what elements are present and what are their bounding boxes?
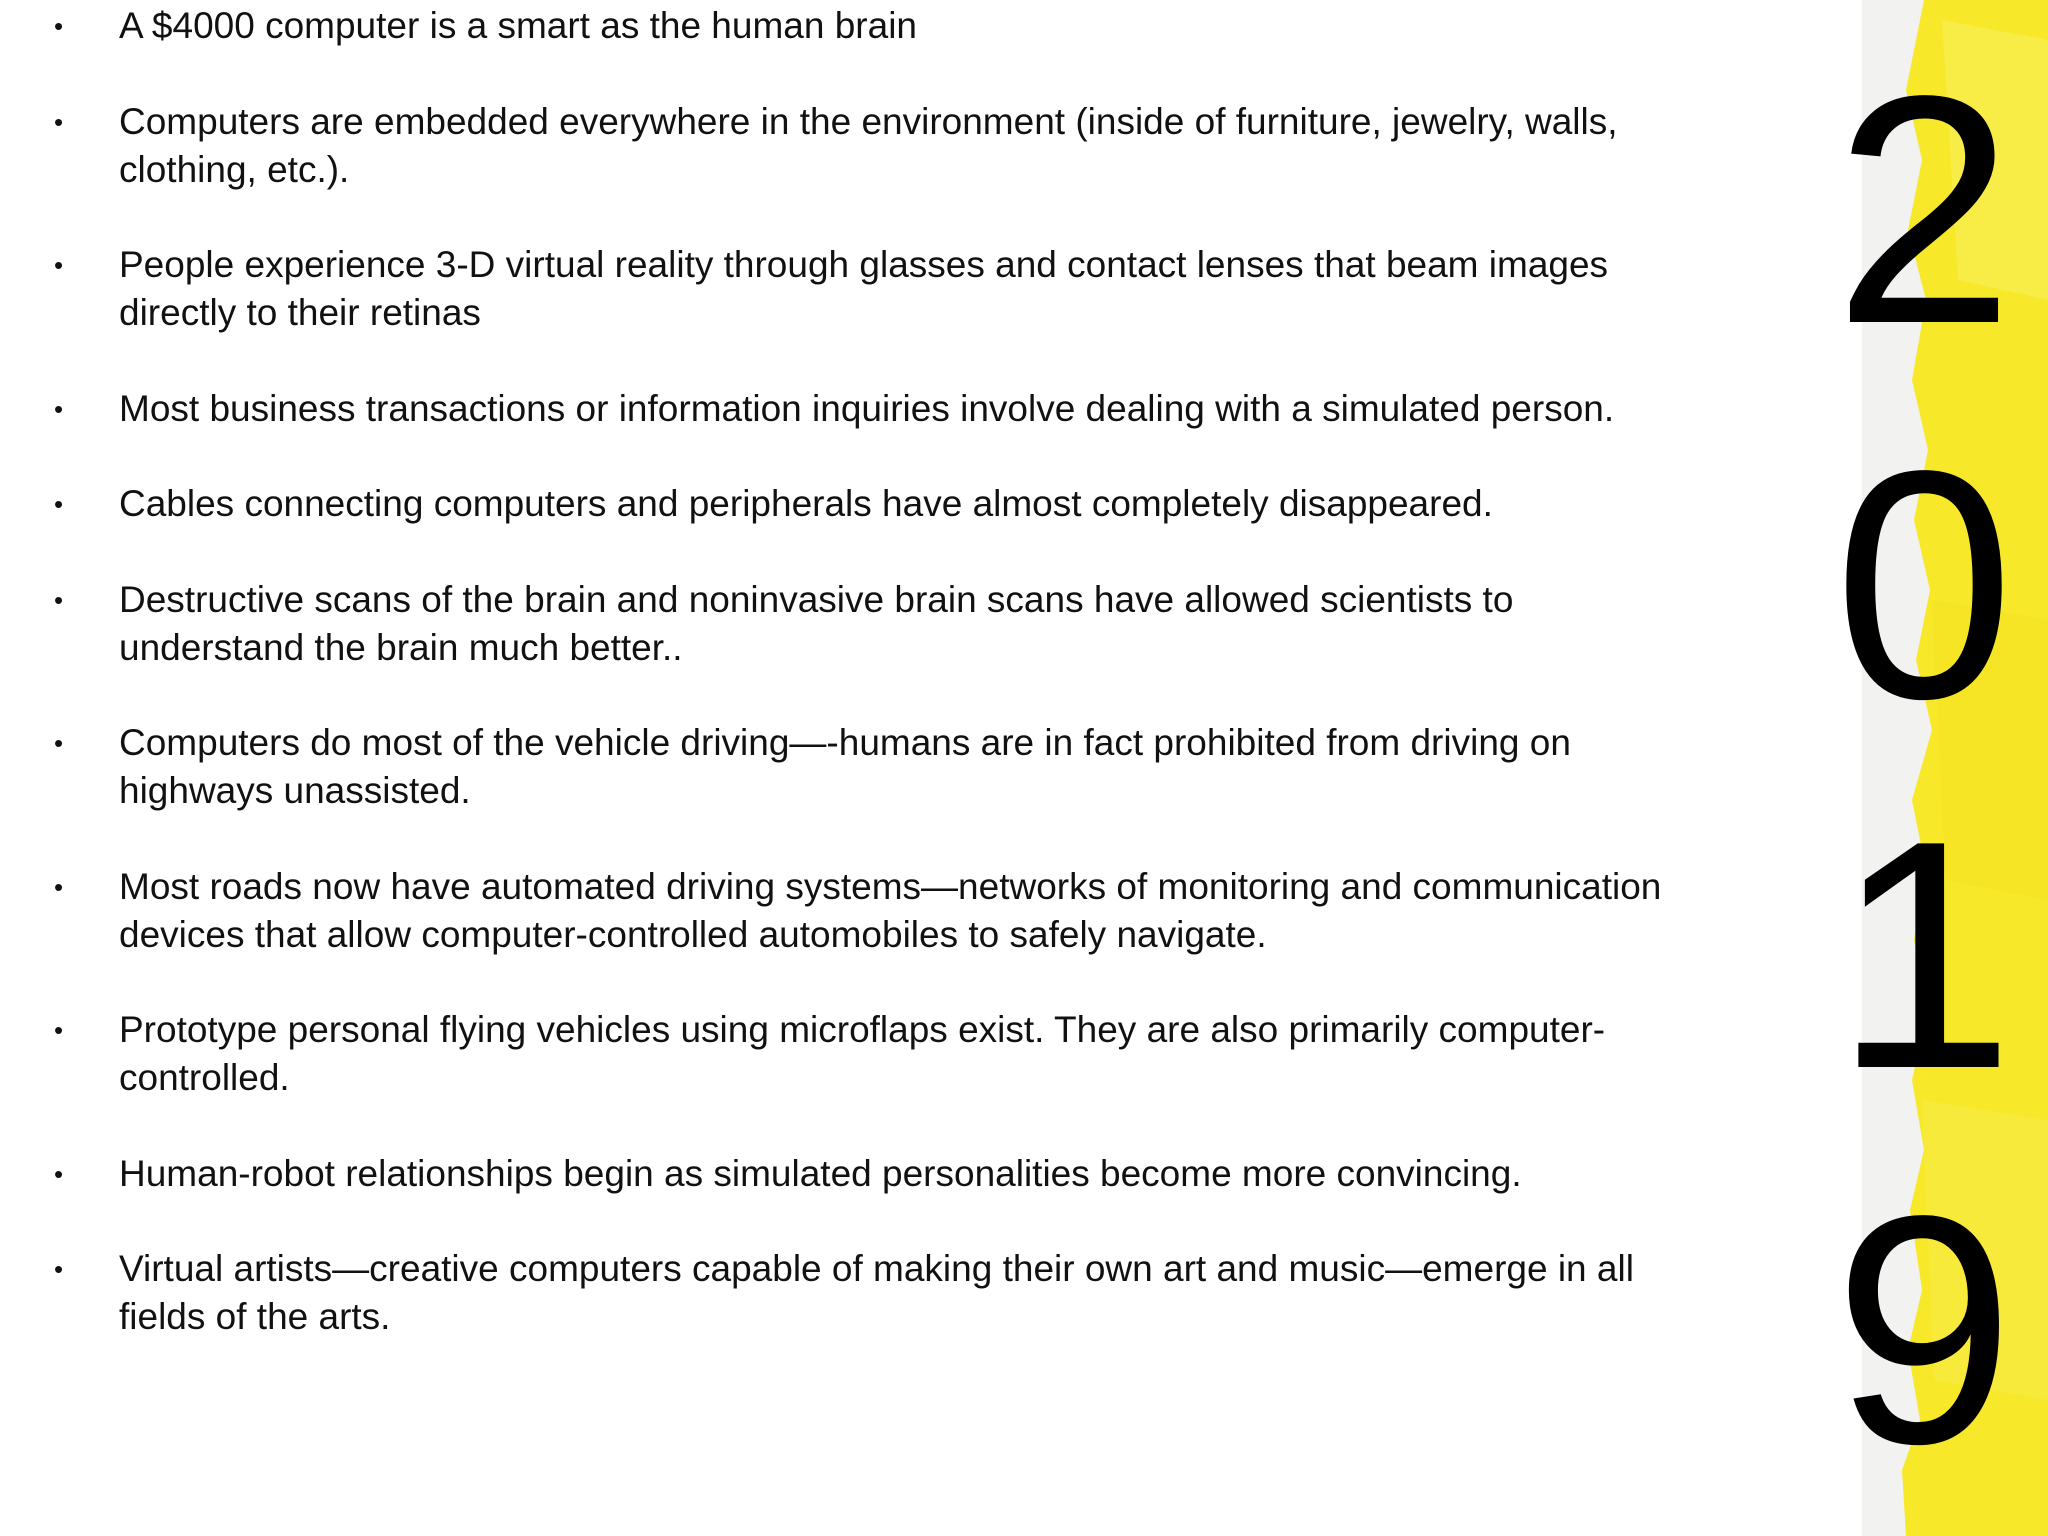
bullet-marker: • — [54, 1159, 64, 1189]
list-item-text: A $4000 computer is a smart as the human brain — [119, 5, 917, 46]
list-item-text: Virtual artists—creative computers capable of making their own art and music—emerge in all fields of the arts. — [119, 1248, 1634, 1337]
year-digit-9: 9 — [1833, 1148, 2015, 1511]
bullet-marker: • — [54, 394, 64, 424]
list-item-text: Most roads now have automated driving systems—networks of monitoring and communication devices that allow computer-controlled automobiles to safely navigate. — [119, 866, 1662, 955]
list-item-text: Destructive scans of the brain and noninvasive brain scans have allowed scientists to understand the brain much better.. — [119, 579, 1514, 668]
bullet-marker: • — [54, 489, 64, 519]
list-item-text: Prototype personal flying vehicles using microflaps exist. They are also primarily computer- controlled. — [119, 1009, 1606, 1098]
year-digit-0: 0 — [1833, 403, 2015, 766]
bullet-marker: • — [54, 250, 64, 280]
bullet-marker: • — [54, 872, 64, 902]
bullet-marker: • — [54, 107, 64, 137]
year-digit-1: 1 — [1833, 773, 2015, 1136]
bullet-marker: • — [54, 585, 64, 615]
bullet-marker: • — [54, 1015, 64, 1045]
list-item-text: Most business transactions or information inquiries involve dealing with a simulated person. — [119, 388, 1615, 429]
list-item-text: Cables connecting computers and peripherals have almost completely disappeared. — [119, 483, 1493, 524]
list-item-text: Computers are embedded everywhere in the environment (inside of furniture, jewelry, walls, clothing, etc.). — [119, 101, 1618, 190]
bullet-marker: • — [54, 1254, 64, 1284]
list-item-text: Human-robot relationships begin as simulated personalities become more convincing. — [119, 1153, 1522, 1194]
list-item-text: People experience 3-D virtual reality through glasses and contact lenses that beam images directly to their retinas — [119, 244, 1609, 333]
bullet-marker: • — [54, 11, 64, 41]
list-item-text: Computers do most of the vehicle driving—-humans are in fact prohibited from driving on highways unassisted. — [119, 722, 1571, 811]
year-digit-2: 2 — [1833, 28, 2015, 391]
bullet-marker: • — [54, 728, 64, 758]
